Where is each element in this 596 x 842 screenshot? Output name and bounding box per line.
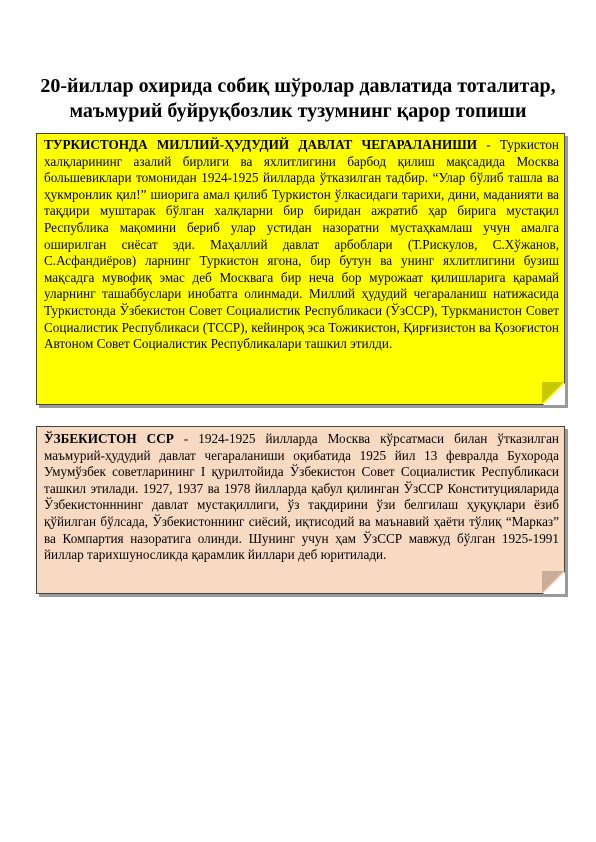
definition-text: - 1924-1925 йилларда Москва кўрсатмаси билан ўтказилган маъмурий-ҳудудий давлат чегараланиши оқибатида 1925 йил 13 февралда Бухорода Умумўзбек советларининг I қурилтойида Ўзбекистон Совет Социалистик Республикаси ташкил этилади. 1927, 1937 ва 1978 йилларда қабул қилинган ЎзССР Конституцияларида Ўзбекистонннинг давлат мустақиллиги, ўз тақдирини ўзи белгилаш ҳуқуқлари ёзиб қўйилган бўлсада, Ўзбекистоннинг сиёсий, иқтисодий ва маънавий ҳаёти тўлиқ “Марказ” ва Компартия назоратига олинди. Шунинг учун ҳам ЎзССР мавжуд бўлган 1925-1991 йиллар тарихшуносликда қарамлик йиллари деб юритилади. (44, 431, 559, 563)
definition-box-border-delimitation (36, 133, 565, 405)
definition-heading: ЎЗБЕКИСТОН ССР (44, 431, 174, 446)
page-title: 20-йиллар охирида собиқ шўролар давлатида тоталитар, маъмурий буйруқбозлик тузумнинг қарор топиши (40, 75, 556, 122)
definition-heading: ТУРКИСТОНДА МИЛЛИЙ-ҲУДУДИЙ ДАВЛАТ ЧЕГАРАЛАНИШИ (44, 137, 477, 152)
definition-text: - Туркистон халқларининг азалий бирлиги ва яхлитлигини барбод қилиш мақсадида Москва большевиклари томонидан 1924-1925 йилларда ўтказилган тадбир. “Улар бўлиб ташла ва ҳукмронлик қил!” шиорига амал қилиб Туркистон ўлкасидаги тарихи, дини, маданияти ва тақдири муштарак бўлган халқларни бир биридан ажратиб ҳар бирига мустақил Республика мақомини бериб улар устидан назоратни мустаҳкамлаш учун амалга оширилган сиёсат эди. Маҳаллий давлат арбоблари (Т.Рискулов, С.Хўжанов, С.Асфандиёров) ларнинг Туркистон ягона, бир бутун ва унинг яхлитлигини бузиш мақсадга мувофиқ эмас деб Москвага бир неча бор мурожаат қилишларига қарамай уларнинг ташаббуслари инобатга олинмади. Миллий ҳудудий чегараланиш натижасида Туркистонда Ўзбекистон Совет Социалистик Республикаси (ЎзССР), Туркманистон Совет Социалистик Республикаси (ТССР), кейинроқ эса Тожикистон, Қирғизистон ва Қозоғистон Автоном Совет Социалистик Республикалари ташкил этилди. (44, 137, 559, 352)
definition-paragraph (44, 137, 559, 353)
folded-corner-shadow (542, 382, 564, 404)
definition-paragraph (44, 431, 559, 564)
folded-corner-shadow (542, 571, 564, 593)
definition-box-uzbek-ssr (36, 426, 565, 594)
